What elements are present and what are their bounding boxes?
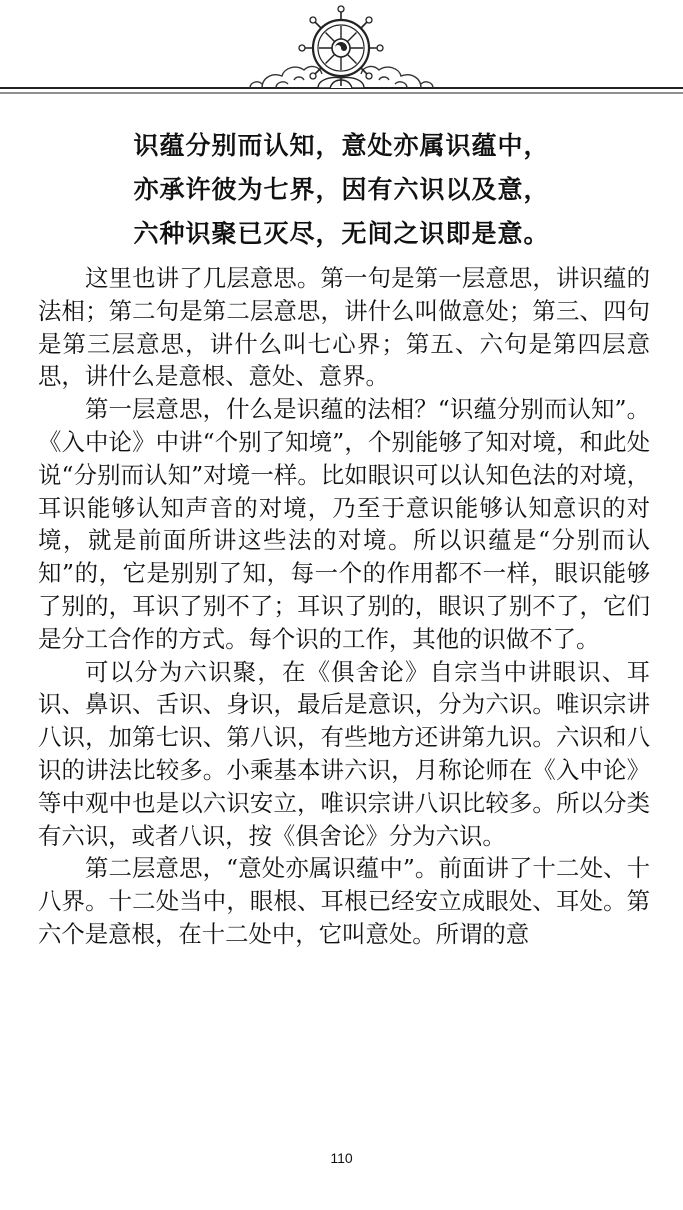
paragraph: 可以分为六识聚，在《俱舍论》自宗当中讲眼识、耳识、鼻识、舌识、身识，最后是意识，分为六识。唯识宗讲八识，加第七识、第八识，有些地方还讲第九识。六识和八识的讲法比较多。小乘基本讲六识，月称论师在《入中论》等中观中也是以六识安立，唯识宗讲八识比较多。所以分类有六识，或者八识，按《俱舍论》分为六识。 [38,657,650,850]
body-text [38,262,650,951]
verse-block [0,124,683,256]
page-number: 110 [330,1150,353,1166]
header-ornament [0,0,683,110]
paragraph: 第二层意思，“意处亦属识蕴中”。前面讲了十二处、十八界。十二处当中，眼根、耳根已经安立成眼处、耳处。第六个是意根，在十二处中，它叫意处。所谓的意 [38,854,650,948]
verse-line: 识蕴分别而认知，意处亦属识蕴中， [133,131,550,160]
verse-line: 亦承许彼为七界，因有六识以及意， [133,175,550,204]
paragraph: 这里也讲了几层意思。第一句是第一层意思，讲识蕴的法相；第二句是第二层意思，讲什么叫做意处；第三、四句是第三层意思，讲什么叫七心界；第五、六句是第四层意思，讲什么是意根、意处、意界。 [38,264,650,391]
verse-line: 六种识聚已灭尽，无间之识即是意。 [133,219,550,248]
dharma-wheel-icon [299,6,383,86]
paragraph: 第一层意思，什么是识蕴的法相？“识蕴分别而认知”。《入中论》中讲“个别了知境”，个别能够了知对境，和此处说“分别而认知”对境一样。比如眼识可以认知色法的对境，耳识能够认知声音的对境，乃至于意识能够认知意识的对境，就是前面所讲这些法的对境。所以识蕴是“分别而认知”的，它是别别了知，每一个的作用都不一样，眼识能够了别的，耳识了别不了；耳识了别的，眼识了别不了，它们是分工合作的方式。每个识的工作，其他的识做不了。 [38,395,650,653]
